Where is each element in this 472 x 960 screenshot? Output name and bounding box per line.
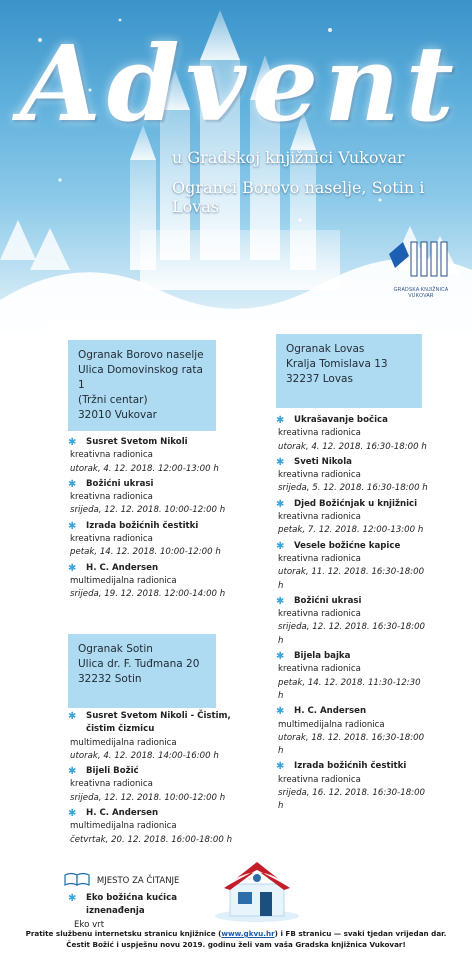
library-logo-text: GRADSKA KNJIŽNICA VUKOVAR: [393, 287, 449, 299]
list-item: ✱ H. C. Andersen multimedijalna radionica četvrtak, 20. 12. 2018. 16:00-18:00 h: [70, 807, 250, 847]
advent-title: Advent: [20, 22, 460, 145]
borovo-line-1: Ogranak Borovo naselje: [78, 349, 204, 361]
footer: [0, 928, 472, 950]
footer-line-1: Pratite službenu internetsku stranicu knjižnice (www.gkvu.hr) i FB stranicu — svaki tjedan vrijedan dar.: [25, 929, 447, 938]
subtitle-branches: Ogranci Borovo naselje, Sotin i Lovas: [172, 178, 425, 216]
borovo-line-4: 32010 Vukovar: [78, 409, 157, 421]
sotin-line-3: 32232 Sotin: [78, 673, 142, 685]
reading-place: [64, 872, 179, 889]
branch-lovas-box: [276, 334, 422, 408]
list-item: ✱ Djed Božićnjak u knjižnici kreativna radionica petak, 7. 12. 2018. 12:00-13:00 h: [278, 498, 428, 538]
list-item: ✱ Sveti Nikola kreativna radionica srijeda, 5. 12. 2018. 16:30-18:00 h: [278, 456, 428, 496]
footer-line-2: Čestit Božić i uspješnu novu 2019. godinu želi vam vaša Gradska knjižnica Vukovar!: [66, 940, 406, 949]
reading-place-event-type: Eko vrt: [74, 919, 105, 930]
branch-borovo-box: [68, 340, 216, 431]
borovo-line-3: (Tržni centar): [78, 394, 148, 406]
lovas-line-3: 32237 Lovas: [286, 373, 353, 385]
snowy-house-illustration: [214, 856, 300, 922]
reading-place-event: ✱ Eko božićna kućica iznenađenja Eko vrt: [70, 892, 230, 932]
list-item: ✱ Ukrašavanje bočica kreativna radionica utorak, 4. 12. 2018. 16:30-18:00 h: [278, 414, 428, 454]
sotin-events: [70, 710, 250, 847]
website-link[interactable]: www.gkvu.hr: [221, 929, 275, 938]
borovo-events: [70, 436, 250, 602]
sotin-line-2: Ulica dr. F. Tuđmana 20: [78, 658, 200, 670]
list-item: ✱ Vesele božićne kapice kreativna radionica utorak, 11. 12. 2018. 16:30-18:00 h: [278, 540, 428, 593]
open-book-icon: [64, 872, 90, 889]
library-logo: [385, 238, 457, 299]
list-item: ✱ Izrada božićnih čestitki kreativna radionica srijeda, 16. 12. 2018. 16:30-18:00 h: [278, 760, 428, 813]
lovas-events: [278, 414, 428, 814]
list-item: ✱ Bijela bajka kreativna radionica petak, 14. 12. 2018. 11:30-12:30 h: [278, 650, 428, 703]
library-logo-icon: [385, 238, 457, 280]
list-item: ✱ Božićni ukrasi kreativna radionica srijeda, 12. 12. 2018. 10:00-12:00 h: [70, 478, 250, 518]
list-item: ✱ Susret Svetom Nikoli kreativna radionica utorak, 4. 12. 2018. 12:00-13:00 h: [70, 436, 250, 476]
borovo-line-2: Ulica Domovinskog rata 1: [78, 364, 203, 391]
list-item: ✱ Izrada božićnih čestitki kreativna radionica petak, 14. 12. 2018. 10:00-12:00 h: [70, 520, 250, 560]
lovas-line-2: Kralja Tomislava 13: [286, 358, 388, 370]
list-item: ✱ H. C. Andersen multimedijalna radionica utorak, 18. 12. 2018. 16:30-18:00 h: [278, 705, 428, 758]
branch-sotin-box: [68, 634, 216, 708]
lovas-line-1: Ogranak Lovas: [286, 343, 365, 355]
list-item: ✱ Bijeli Božić kreativna radionica srijeda, 12. 12. 2018. 10:00-12:00 h: [70, 765, 250, 805]
list-item: ✱ Božićni ukrasi kreativna radionica srijeda, 12. 12. 2018. 16:30-18:00 h: [278, 595, 428, 648]
sotin-line-1: Ogranak Sotin: [78, 643, 153, 655]
hero-banner: [0, 0, 472, 340]
list-item: ✱ H. C. Andersen multimedijalna radionica srijeda, 19. 12. 2018. 12:00-14:00 h: [70, 562, 250, 602]
list-item: ✱ Susret Svetom Nikoli - Čistim, čistim čizmicu multimedijalna radionica utorak, 4. 12. 2018. 14:00-16:00 h: [70, 710, 250, 763]
subtitle-library: u Gradskoj knjižnici Vukovar: [172, 148, 405, 167]
reading-place-label: MJESTO ZA ČITANJE: [96, 876, 180, 886]
